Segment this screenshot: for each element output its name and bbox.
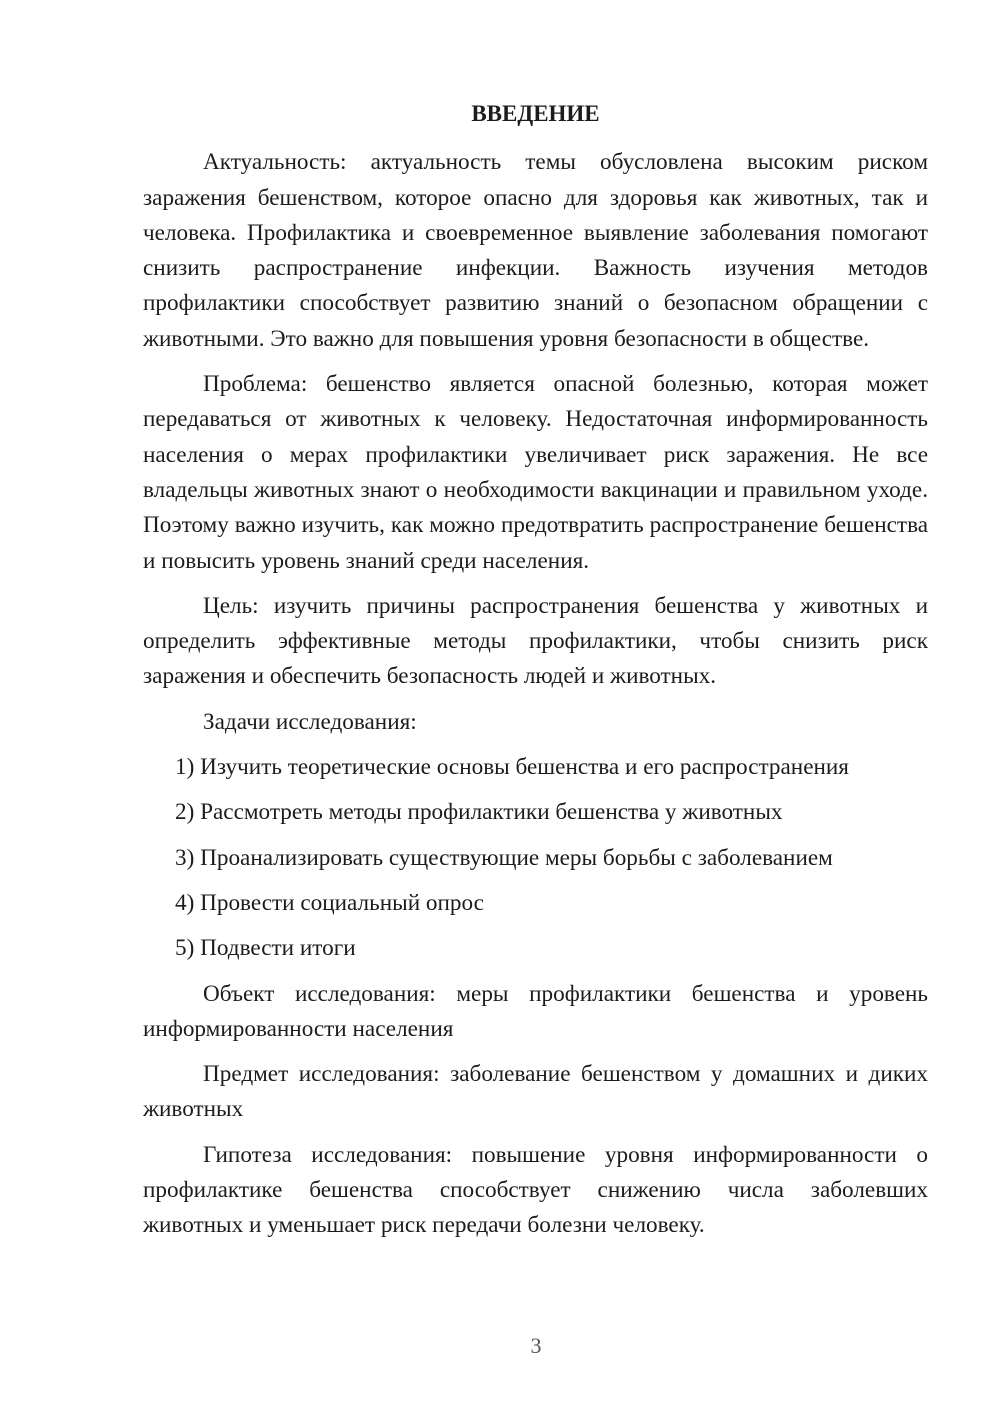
page-number: 3: [530, 1333, 542, 1358]
subject-paragraph: Предмет исследования: заболевание бешенством у домашних и диких животных: [143, 1061, 928, 1123]
problem-paragraph: Проблема: бешенство является опасной болезнью, которая может передаваться от животных к человеку. Недостаточная информированность населения о мерах профилактики увеличивает риск заражения. Не все владельцы животных знают о необходимости вакцинации и правильном уходе. Поэтому важно изучить, как можно предотвратить распространение бешенства и повысить уровень знаний среди населения.: [143, 371, 928, 574]
tasks-list: [143, 750, 928, 966]
task-item: 1) Изучить теоретические основы бешенства и его распространения: [175, 754, 849, 781]
relevance-paragraph: Актуальность: актуальность темы обусловлена высоким риском заражения бешенством, которое опасно для здоровья как животных, так и человека. Профилактика и своевременное выявление заболевания помогают снизить распространение инфекции. Важность изучения методов профилактики способствует развитию знаний о безопасном обращении с животными. Это важно для повышения уровня безопасности в обществе.: [143, 149, 928, 352]
task-item: 5) Подвести итоги: [175, 935, 356, 962]
page-content: [143, 96, 928, 1254]
task-item: 2) Рассмотреть методы профилактики бешенства у животных: [175, 799, 783, 826]
task-item: 4) Провести социальный опрос: [175, 889, 484, 916]
object-paragraph: Объект исследования: меры профилактики бешенства и уровень информированности населения: [143, 980, 928, 1042]
page-title: ВВЕДЕНИЕ: [471, 101, 600, 126]
tasks-heading: Задачи исследования:: [203, 708, 417, 735]
goal-paragraph: Цель: изучить причины распространения бешенства у животных и определить эффективные методы профилактики, чтобы снизить риск заражения и обеспечить безопасность людей и животных.: [143, 592, 928, 690]
task-item: 3) Проанализировать существующие меры борьбы с заболеванием: [175, 844, 833, 871]
hypothesis-paragraph: Гипотеза исследования: повышение уровня информированности о профилактике бешенства способствует снижению числа заболевших животных и уменьшает риск передачи болезни человеку.: [143, 1141, 928, 1239]
